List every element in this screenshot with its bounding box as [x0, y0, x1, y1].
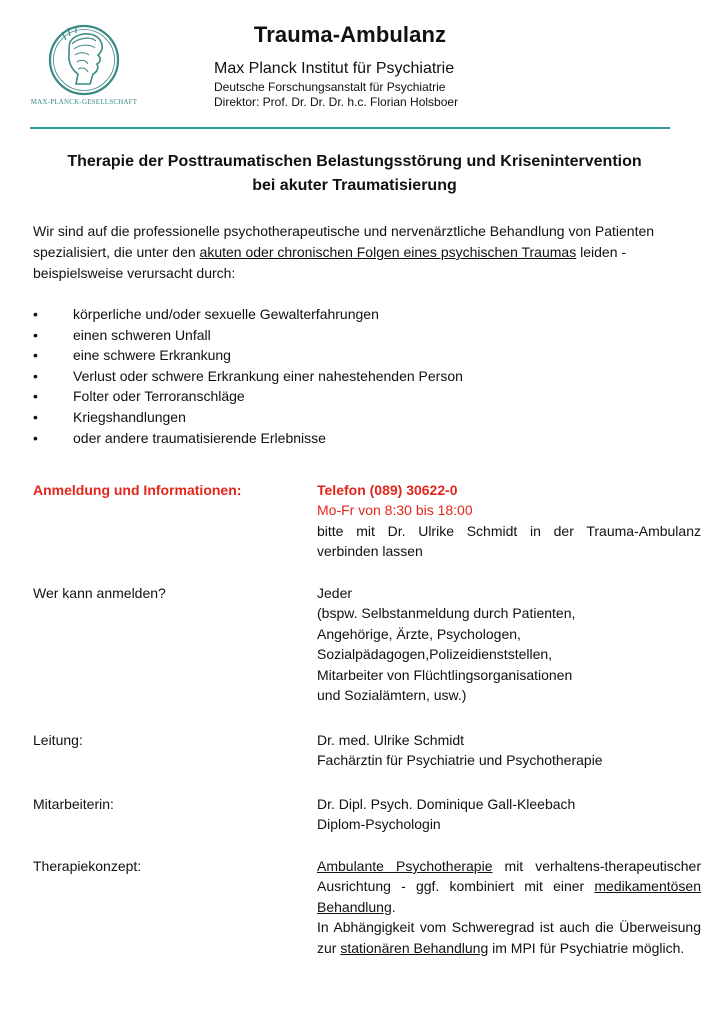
page-title: Trauma-Ambulanz [253, 22, 447, 47]
therapie-para-1 [317, 856, 701, 917]
wer-line: Jeder [317, 585, 353, 601]
therapie-underlined-3: stationären Behandlung [340, 939, 489, 956]
contact-note: bitte mit Dr. Ulrike Schmidt in der Trauma-Ambulanz verbinden lassen [317, 522, 701, 560]
wer-line: Mitarbeiter von Flüchtlingsorganisationen [317, 666, 573, 683]
therapie-para-2 [317, 917, 701, 958]
institute-name: Max Planck Institut für Psychiatrie [214, 60, 455, 77]
director-line: Direktor: Prof. Dr. Dr. Dr. h.c. Florian Holsboer [214, 95, 459, 109]
list-item [33, 428, 463, 449]
leitung-label: Leitung: [33, 732, 83, 748]
bullet-icon: • [33, 367, 38, 384]
wer-line: und Sozialämtern, usw.) [317, 687, 467, 704]
bullet-icon: • [33, 408, 38, 425]
cause-list [33, 304, 463, 448]
office-hours: Mo-Fr von 8:30 bis 18:00 [317, 502, 473, 519]
therapie-text: im MPI für Psychiatrie möglich. [488, 939, 685, 956]
anmeldung-label: Anmeldung und Informationen: [33, 482, 242, 498]
wer-line: Angehörige, Ärzte, Psychologen, [317, 625, 521, 642]
wer-line: (bspw. Selbstanmeldung durch Patienten, [317, 605, 576, 622]
list-item [33, 386, 463, 407]
document-heading [30, 150, 679, 198]
list-item [33, 366, 463, 387]
list-item [33, 325, 463, 346]
intro-text-1: Wir sind auf die professionelle psychotherapeutische und nervenärztliche Behandlung von Patienten spezialisiert, die unter den [33, 223, 655, 260]
list-item [33, 345, 463, 366]
wer-label: Wer kann anmelden? [33, 585, 166, 601]
list-item-text: eine schwere Erkrankung [73, 347, 231, 364]
anmeldung-value [317, 480, 701, 562]
list-item [33, 304, 463, 325]
list-item-text: körperliche und/oder sexuelle Gewalterfahrungen [73, 306, 379, 322]
bullet-icon: • [33, 326, 38, 343]
leitung-title: Fachärztin für Psychiatrie und Psychotherapie [317, 752, 603, 769]
wer-value [317, 583, 701, 705]
bullet-icon: • [33, 388, 38, 405]
mitarbeiterin-title: Diplom-Psychologin [317, 816, 441, 833]
intro-paragraph [33, 221, 673, 284]
bullet-icon: • [33, 429, 38, 446]
bullet-icon: • [33, 306, 38, 322]
leitung-value [317, 730, 701, 771]
list-item-text: Kriegshandlungen [73, 408, 186, 425]
phone-number[interactable]: Telefon (089) 30622-0 [317, 482, 458, 498]
therapie-label: Therapiekonzept: [33, 858, 142, 874]
minerva-emblem-icon [28, 22, 140, 98]
bullet-icon: • [33, 347, 38, 364]
list-item-text: einen schweren Unfall [73, 326, 211, 343]
institute-subtitle: Deutsche Forschungsanstalt für Psychiatrie [214, 80, 446, 94]
therapie-value [317, 856, 701, 958]
heading-line-1: Therapie der Posttraumatischen Belastungsstörung und Krisenintervention [67, 153, 642, 170]
therapie-text: mit verhaltens-therapeutischer Ausrichtung - ggf. kombiniert mit einer [317, 858, 701, 895]
wer-line: Sozialpädagogen,Polizeidienststellen, [317, 646, 553, 663]
therapie-text: . [391, 898, 396, 915]
therapie-underlined-1: Ambulante Psychotherapie [317, 858, 493, 874]
list-item-text: oder andere traumatisierende Erlebnisse [73, 429, 326, 446]
heading-line-2: bei akuter Traumatisierung [252, 177, 457, 194]
header-block [200, 22, 500, 48]
therapie-underlined-2: medikamentösen Behandlung [317, 878, 701, 915]
logo-caption: MAX-PLANCK-GESELLSCHAFT [30, 98, 138, 106]
mitarbeiterin-value [317, 794, 701, 835]
therapie-text: In Abhängigkeit vom Schweregrad ist auch die Überweisung zur [317, 919, 701, 956]
mitarbeiterin-label: Mitarbeiterin: [33, 796, 114, 812]
header-divider [30, 127, 670, 129]
list-item [33, 407, 463, 428]
intro-text-2: leiden -beispielsweise verursacht durch: [33, 244, 627, 281]
mitarbeiterin-name: Dr. Dipl. Psych. Dominique Gall-Kleebach [317, 796, 576, 812]
mpg-logo [28, 22, 140, 114]
intro-underlined: akuten oder chronischen Folgen eines psychischen Traumas [199, 244, 577, 260]
list-item-text: Verlust oder schwere Erkrankung einer nahestehenden Person [73, 367, 463, 384]
list-item-text: Folter oder Terroranschläge [73, 388, 245, 405]
leitung-name: Dr. med. Ulrike Schmidt [317, 732, 465, 748]
